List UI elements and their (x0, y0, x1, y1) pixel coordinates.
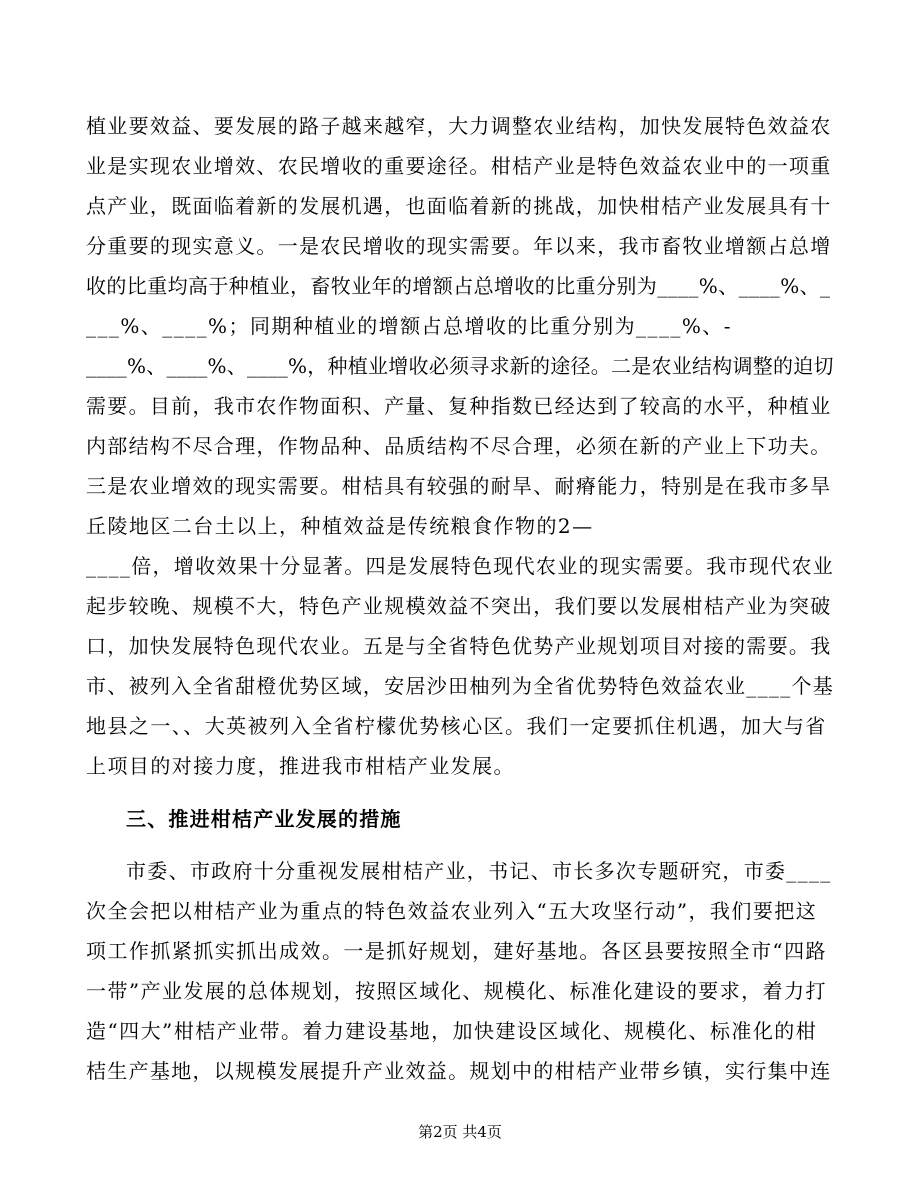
body-line: 地县之一、、大英被列入全省柠檬优势核心区。我们一定要抓住机遇，加大与省 (86, 714, 827, 738)
body-line: 桔生产基地，以规模发展提升产业效益。规划中的柑桔产业带乡镇，实行集中连 (86, 1059, 832, 1083)
body-line: 业是实现农业增效、农民增收的重要途径。柑桔产业是特色效益农业中的一项重 (86, 154, 832, 178)
body-line: 市、被列入全省甜橙优势区域，安居沙田柚列为全省优势特色效益农业____个基 (86, 674, 835, 698)
body-line: ___%、____%；同期种植业的增额占总增收的比重分别为____%、- (86, 314, 732, 338)
body-line: 次全会把以柑桔产业为重点的特色效益农业列入“五大攻坚行动”，我们要把这 (86, 899, 818, 923)
body-line: 口，加快发展特色现代农业。五是与全省特色优势产业规划项目对接的需要。我 (86, 634, 832, 658)
body-line: 内部结构不尽合理，作物品种、品质结构不尽合理，必须在新的产业上下功夫。 (86, 434, 832, 458)
body-line: 收的比重均高于种植业，畜牧业年的增额占总增收的比重分别为____%、____%、_ (86, 274, 831, 298)
body-line: 植业要效益、要发展的路子越来越窄，大力调整农业结构，加快发展特色效益农 (86, 114, 832, 138)
body-line: ____%、____%、____%，种植业增收必须寻求新的途径。二是农业结构调整的迫切 (86, 354, 834, 378)
body-line: 一带”产业发展的总体规划，按照区域化、规模化、标准化建设的要求，着力打 (86, 979, 827, 1003)
paragraph-first-line: 市委、市政府十分重视发展柑桔产业，书记、市长多次专题研究，市委____ (126, 859, 832, 883)
body-line: 丘陵地区二台土以上，种植效益是传统粮食作物的2— (86, 514, 594, 538)
body-line: 分重要的现实意义。一是农民增收的现实需要。年以来，我市畜牧业增额占总增 (86, 234, 832, 258)
body-line: 上项目的对接力度，推进我市柑桔产业发展。 (86, 754, 515, 778)
body-line: 需要。目前，我市农作物面积、产量、复种指数已经达到了较高的水平，种植业 (86, 394, 832, 418)
body-line: 造“四大”柑桔产业带。着力建设基地，加快建设区域化、规模化、标准化的柑 (86, 1019, 818, 1043)
page-number-footer: 第2页 共4页 (418, 1123, 502, 1141)
body-line: 项工作抓紧抓实抓出成效。一是抓好规划，建好基地。各区县要按照全市“四路 (86, 939, 827, 963)
body-line: 三是农业增效的现实需要。柑桔具有较强的耐旱、耐瘠能力，特别是在我市多旱 (86, 474, 832, 498)
body-line: 起步较晚、规模不大，特色产业规模效益不突出，我们要以发展柑桔产业为突破 (86, 594, 832, 618)
body-line: 点产业，既面临着新的发展机遇，也面临着新的挑战，加快柑桔产业发展具有十 (86, 194, 832, 218)
section-heading: 三、推进柑桔产业发展的措施 (126, 807, 402, 831)
body-line: ____倍，增收效果十分显著。四是发展特色现代农业的现实需要。我市现代农业 (86, 554, 835, 578)
